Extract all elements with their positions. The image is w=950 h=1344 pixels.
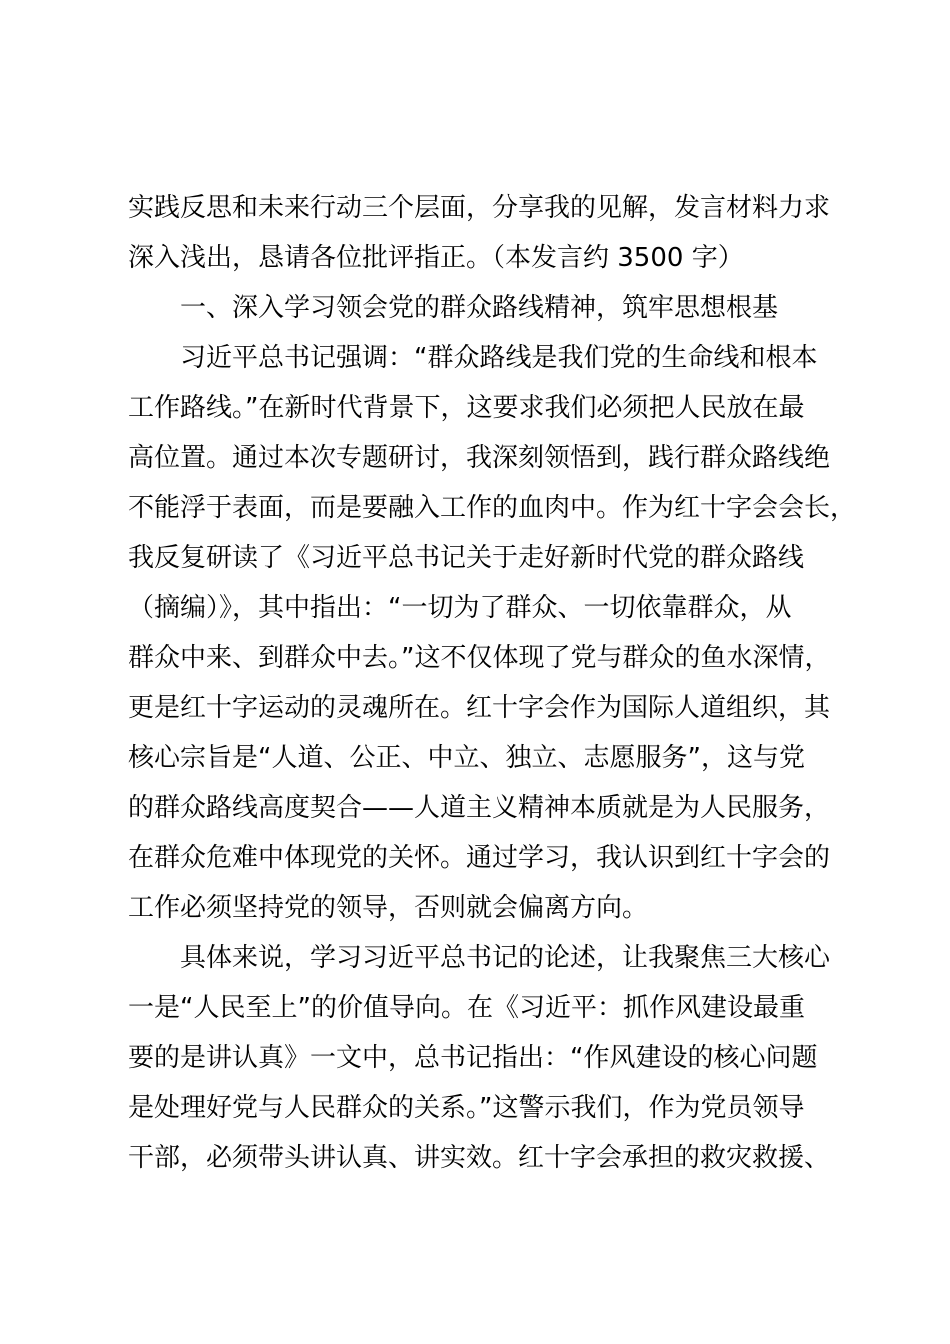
text-line: 工作必须坚持党的领导，否则就会偏离方向。 (128, 893, 649, 923)
text-line: 的群众路线高度契合——人道主义精神本质就是为人民服务， (128, 793, 831, 823)
text-line: 一是“人民至上”的价值导向。在《习近平：抓作风建设最重 (128, 993, 805, 1023)
text-line: 群众中来、到群众中去。”这不仅体现了党与群众的鱼水深情， (128, 643, 831, 673)
text-line: 核心宗旨是“人道、公正、中立、独立、志愿服务”，这与党 (128, 743, 805, 773)
text-line: 工作路线。”在新时代背景下，这要求我们必须把人民放在最 (128, 393, 805, 423)
text-line: 是处理好党与人民群众的关系。”这警示我们，作为党员领导 (128, 1093, 805, 1123)
paragraph-start-line: 习近平总书记强调：“群众路线是我们党的生命线和根本 (180, 343, 818, 373)
text-line: 干部，必须带头讲认真、讲实效。红十字会承担的救灾救援、 (128, 1143, 831, 1173)
text-line: 实践反思和未来行动三个层面，分享我的见解，发言材料力求 (128, 193, 831, 223)
text-line: 在群众危难中体现党的关怀。通过学习，我认识到红十字会的 (128, 843, 831, 873)
text-line: 我反复研读了《习近平总书记关于走好新时代党的群众路线 (128, 543, 805, 573)
text-line: 不能浮于表面，而是要融入工作的血肉中。作为红十字会会长， (128, 493, 857, 523)
document-body (128, 183, 857, 1183)
paragraph-start-line: 具体来说，学习习近平总书记的论述，让我聚焦三大核心 (180, 943, 831, 973)
text-line: （摘编）》，其中指出：“一切为了群众、一切依靠群众，从 (128, 593, 792, 623)
text-line: 更是红十字运动的灵魂所在。红十字会作为国际人道组织，其 (128, 693, 831, 723)
text-line: 深入浅出，恳请各位批评指正。（本发言约 3500 字） (128, 243, 744, 273)
text-line: 要的是讲认真》一文中，总书记指出：“作风建设的核心问题 (128, 1043, 818, 1073)
text-line: 高位置。通过本次专题研讨，我深刻领悟到，践行群众路线绝 (128, 443, 831, 473)
section-heading: 一、深入学习领会党的群众路线精神，筑牢思想根基 (180, 293, 779, 323)
